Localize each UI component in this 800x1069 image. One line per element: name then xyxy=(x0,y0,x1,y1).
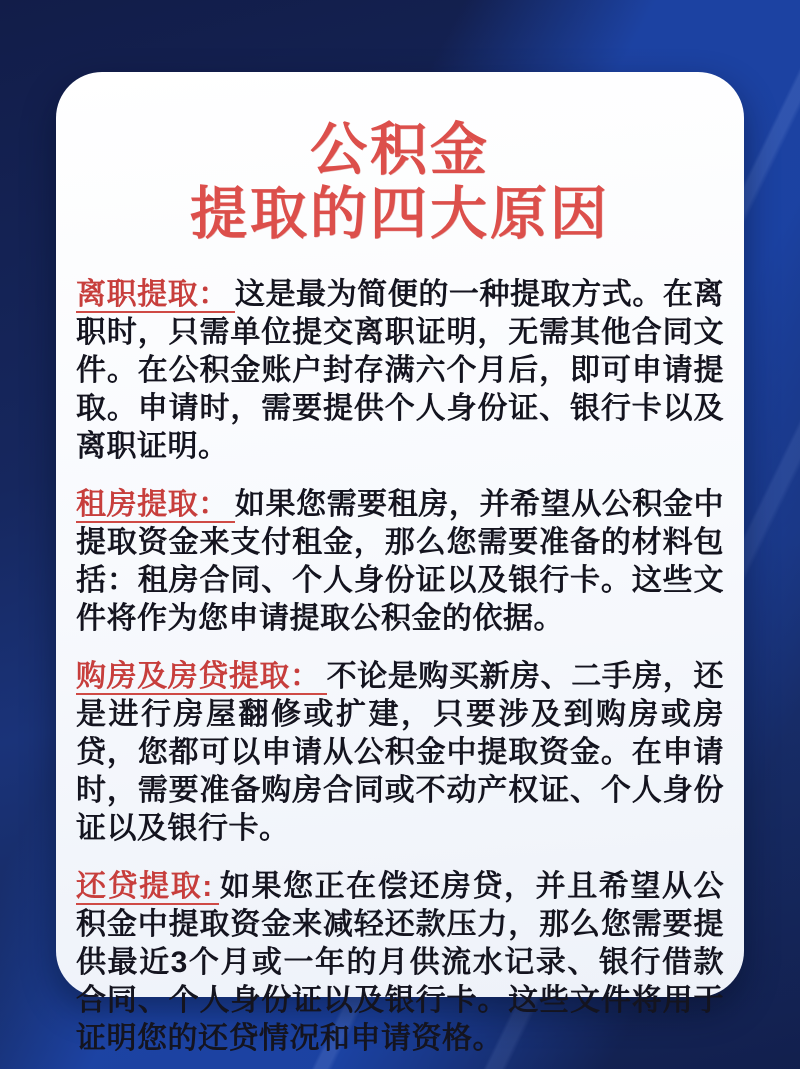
section-loan-repayment-text: 如果您正在偿还房贷，并且希望从公积金中提取资金来减轻还款压力，那么您需要提供最近3个月或一年的月供流水记录、银行借款合同、个人身份证以及银行卡。这些文件将用于证明您的还贷情况和申请资格。 xyxy=(76,870,724,1055)
section-homebuying-mortgage-withdrawal xyxy=(76,658,724,848)
poster-title-line-2: 提取的四大原因 xyxy=(190,182,610,246)
section-homebuying-mortgage-text: 不论是购买新房、二手房，还是进行房屋翻修或扩建，只要涉及到购房或房贷，您都可以申请从公积金中提取资金。在申请时，需要准备购房合同或不动产权证、个人身份证以及银行卡。 xyxy=(76,660,725,845)
reason-list xyxy=(76,276,724,1058)
section-resignation-withdrawal xyxy=(76,276,724,466)
poster-title-line-1: 公积金 xyxy=(310,118,490,182)
section-homebuying-mortgage-label: 购房及房贷提取： xyxy=(76,660,327,695)
section-renting-withdrawal xyxy=(76,486,724,638)
section-loan-repayment-label: 还贷提取: xyxy=(76,870,219,905)
section-renting-text: 如果您需要租房，并希望从公积金中提取资金来支付租金，那么您需要准备的材料包括：租房合同、个人身份证以及银行卡。这些文件将作为您申请提取公积金的依据。 xyxy=(76,488,724,635)
section-loan-repayment-withdrawal xyxy=(76,868,724,1058)
section-resignation-label: 离职提取： xyxy=(76,278,235,313)
section-renting-label: 租房提取： xyxy=(76,488,235,523)
section-resignation-text: 这是最为简便的一种提取方式。在离职时，只需单位提交离职证明，无需其他合同文件。在公积金账户封存满六个月后，即可申请提取。申请时，需要提供个人身份证、银行卡以及离职证明。 xyxy=(76,278,724,463)
poster-title xyxy=(76,118,724,246)
content-card xyxy=(56,72,744,1055)
